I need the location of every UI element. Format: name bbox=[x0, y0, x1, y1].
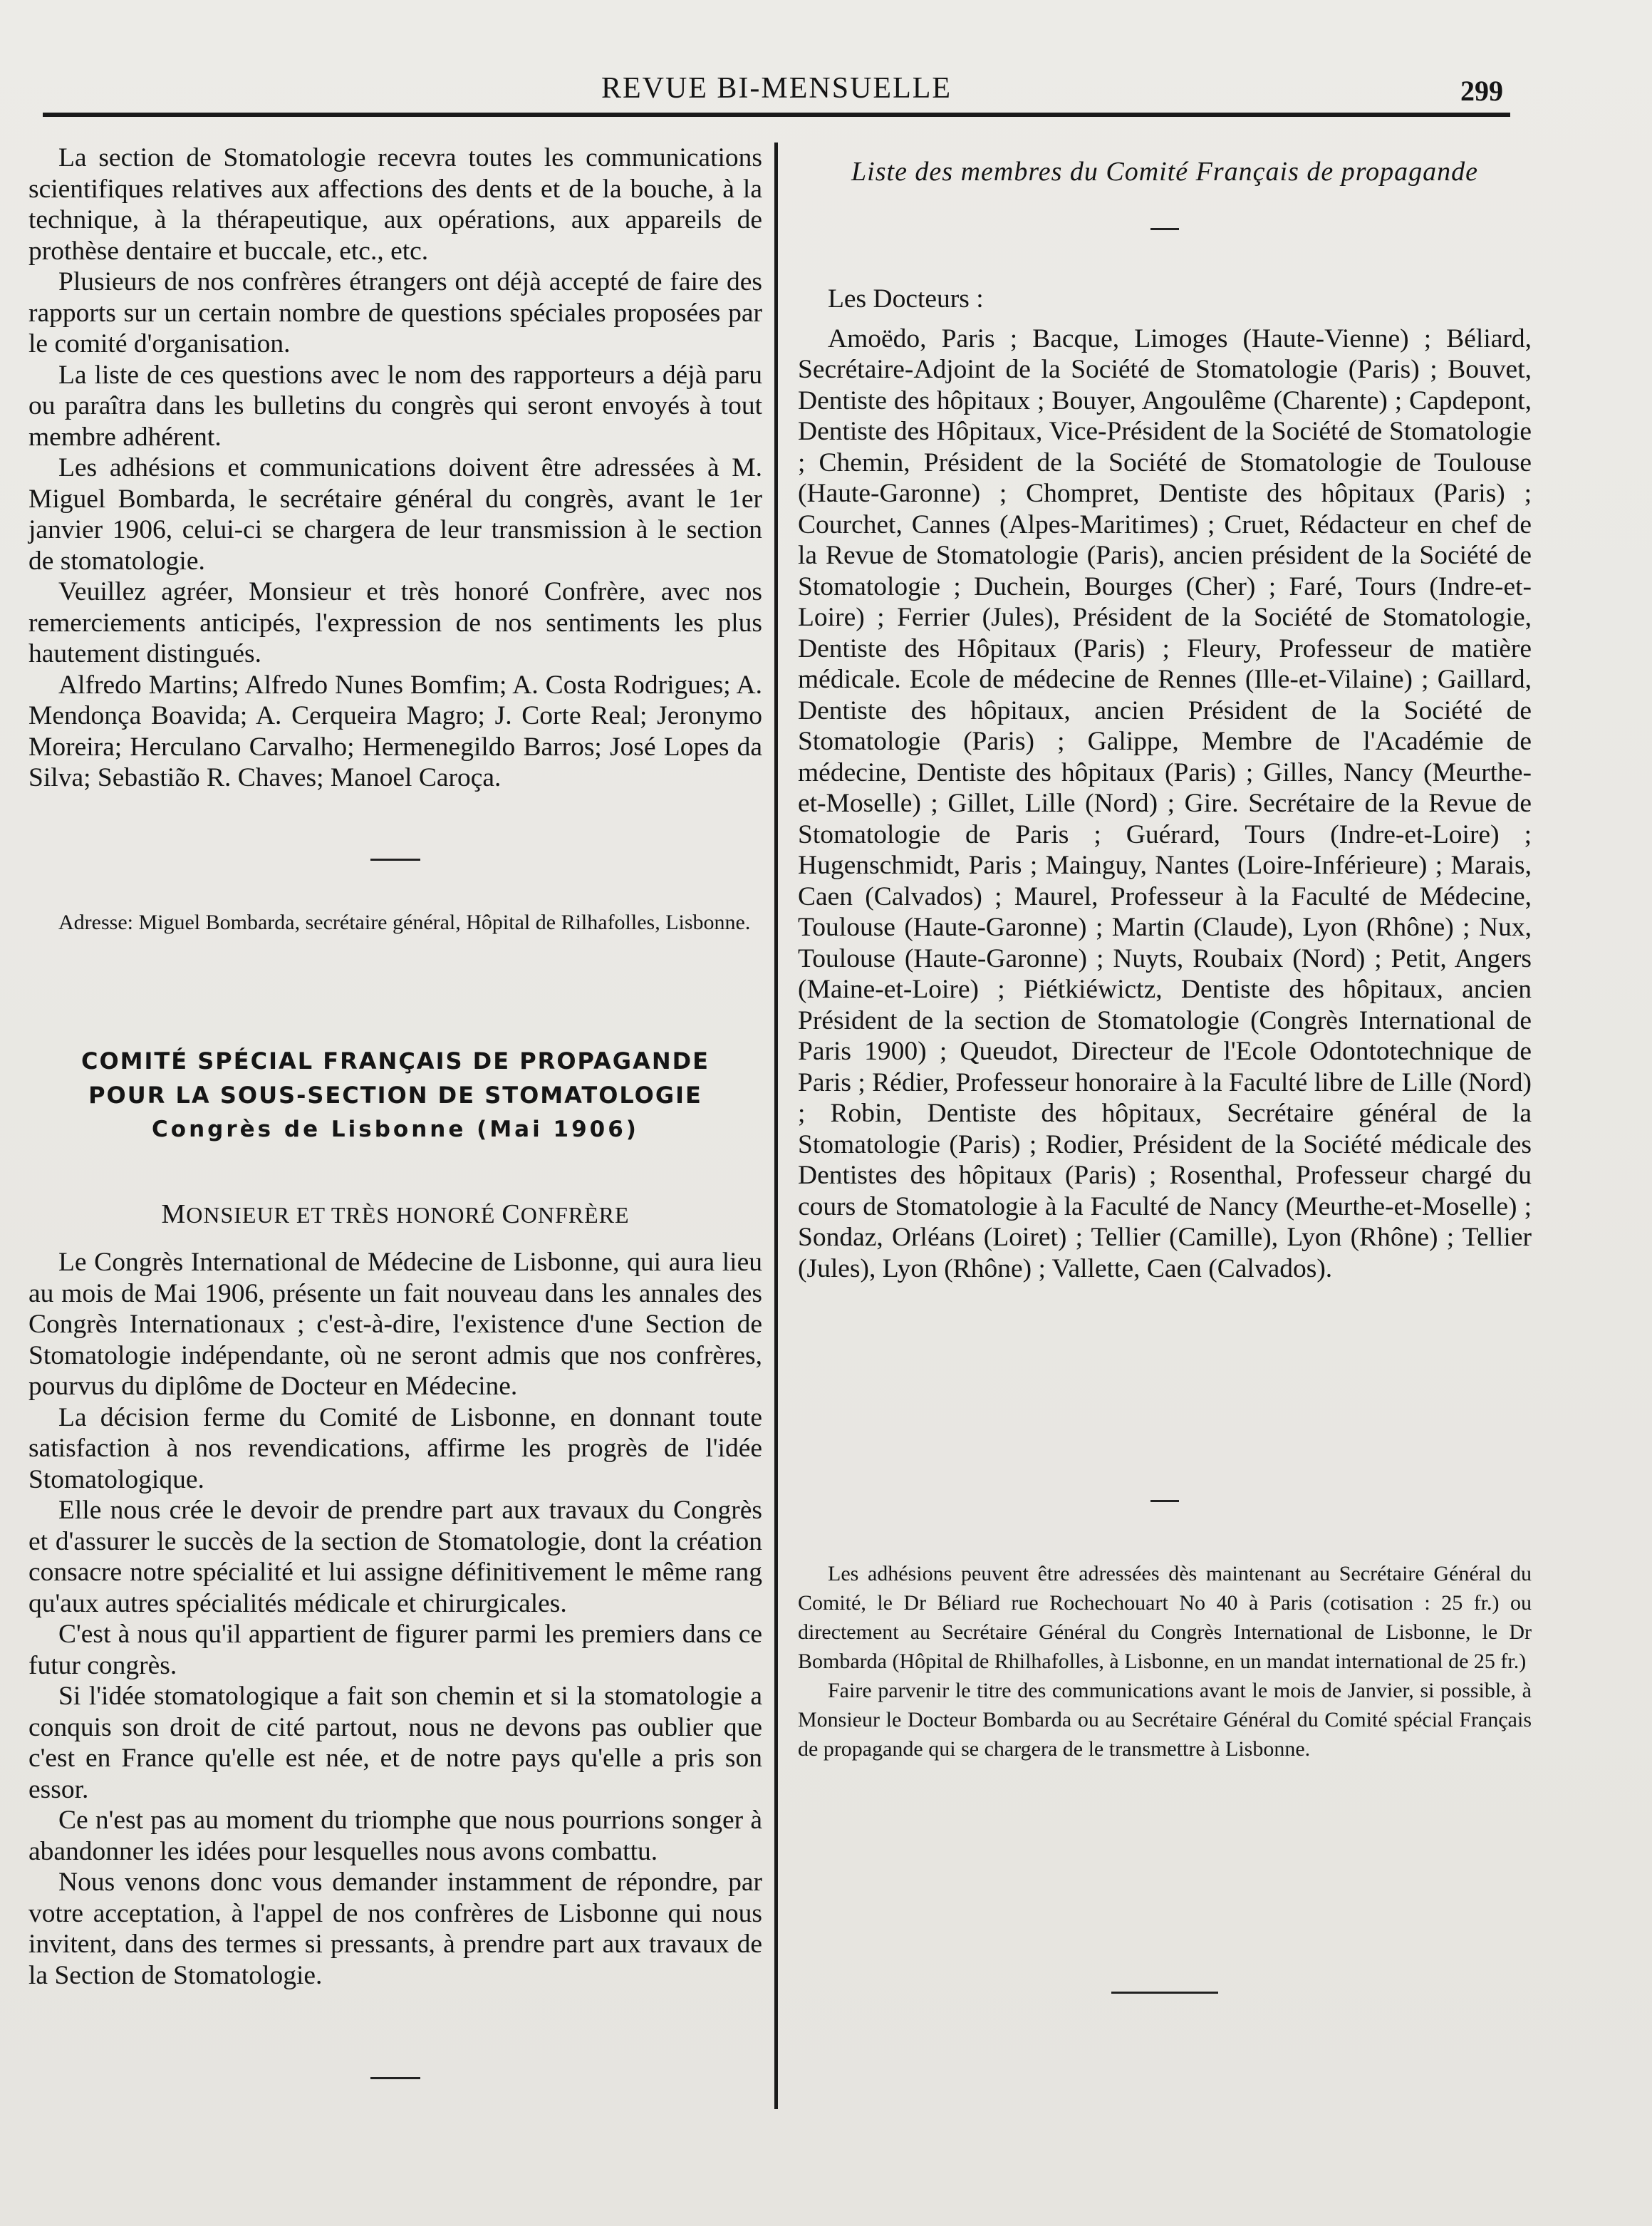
separator-dash bbox=[1150, 228, 1179, 230]
section-subtitle: Congrès de Lisbonne (Mai 1906) bbox=[152, 1117, 639, 1142]
left-column bbox=[28, 143, 762, 794]
paragraph: La section de Stomatologie recevra toutes les communications scientifiques relatives aux affections des dents et de la bouche, à la technique, à la thérapeutique, aux opérations, aux appareils de prothèse dentaire et buccale, etc., etc. bbox=[28, 143, 762, 266]
salutation-block bbox=[28, 1199, 762, 1231]
section-title-line-2: POUR LA SOUS-SECTION DE STOMATOLOGIE bbox=[88, 1082, 702, 1109]
letter-body bbox=[28, 1247, 762, 1991]
committee-section bbox=[28, 1044, 762, 1146]
letter-paragraph: C'est à nous qu'il appartient de figurer parmi les premiers dans ce futur congrès. bbox=[28, 1620, 762, 1680]
separator-dash bbox=[370, 2077, 420, 2079]
section-title-line-1: COMITÉ SPÉCIAL FRANÇAIS DE PROPAGANDE bbox=[80, 1047, 710, 1075]
notice-paragraph: Les adhésions peuvent être adressées dès maintenant au Secrétaire Général du Comité, le Dr Béliard rue Rochechouart No 40 à Paris (cotisation : 25 fr.) ou directement au Secrétaire Général du Congrès International de Lisbonne, le Dr Bombarda (Hôpital de Rhilhafolles, à Lisbonne, en un mandat international de 25 fr.) bbox=[798, 1562, 1532, 1673]
paragraph: Plusieurs de nos confrères étrangers ont déjà accepté de faire des rapports sur un certain nombre de questions spéciales proposées par le comité d'organisation. bbox=[28, 267, 762, 358]
letter-paragraph: La décision ferme du Comité de Lisbonne, en donnant toute satisfaction à nos revendications, affirme les progrès de l'idée Stomatologique. bbox=[28, 1402, 762, 1494]
separator-dash bbox=[370, 859, 420, 861]
member-list-title: Liste des membres du Comité Français de propagande bbox=[851, 157, 1478, 187]
letter-paragraph: Le Congrès International de Médecine de Lisbonne, qui aura lieu au mois de Mai 1906, présente un fait nouveau dans les annales des Congrès Internationaux ; c'est-à-dire, l'existence d'une Section de Stomatologie indépendante, où ne seront admis que nos confrères, pourvus du diplôme de Docteur en Médecine. bbox=[28, 1248, 762, 1401]
paragraph: Veuillez agréer, Monsieur et très honoré Confrère, avec nos remerciements anticipés, l'expression de nos sentiments les plus hautement distingués. bbox=[28, 577, 762, 668]
salutation-initial-m: M bbox=[161, 1199, 187, 1229]
member-names: Amoëdo, Paris ; Bacque, Limoges (Haute-Vienne) ; Béliard, Secrétaire-Adjoint de la Société de Stomatologie (Paris) ; Bouvet, Dentiste des hôpitaux ; Bouyer, Angoulême (Charente) ; Capdepont, Dentiste des Hôpitaux, Vice-Président de la Société de Stomatologie ; Chemin, Président de la Société de Stomatologie de Toulouse (Haute-Garonne) ; Chompret, Dentiste des hôpitaux (Paris) ; Courchet, Cannes (Alpes-Maritimes) ; Cruet, Rédacteur en chef de la Revue de Stomatologie (Paris), ancien président de la Société de Stomatologie ; Duchein, Bourges (Cher) ; Faré, Tours (Indre-et-Loire) ; Ferrier (Jules), Président de la Société de Stomatologie, Dentiste des Hôpitaux (Paris) ; Fleury, Professeur de matière médicale. Ecole de médecine de Rennes (Ille-et-Vilaine) ; Gaillard, Dentiste des hôpitaux, ancien Président de la Société de Stomatologie (Paris) ; Galippe, Membre de l'Académie de médecine, Dentiste des hôpitaux (Paris) ; Gilles, Nancy (Meurthe-et-Moselle) ; Gillet, Lille (Nord) ; Gire. Secrétaire de la Revue de Stomatologie de Paris ; Guérard, Tours (Indre-et-Loire) ; Hugenschmidt, Paris ; Mainguy, Nantes (Loire-Inférieure) ; Marais, Caen (Calvados) ; Maurel, Professeur à la Faculté de Médecine, Toulouse (Haute-Garonne) ; Martin (Claude), Lyon (Rhône) ; Nux, Toulouse (Haute-Garonne) ; Nuyts, Roubaix (Nord) ; Petit, Angers (Maine-et-Loire) ; Piétkiéwictz, Dentiste des hôpitaux, ancien Président de la section de Stomatologie (Congrès International de Paris 1900) ; Queudot, Directeur de l'Ecole Odontotechnique de Paris ; Rédier, Professeur honoraire à la Faculté libre de Lille (Nord) ; Robin, Dentiste des hôpitaux, Secrétaire général de la Stomatologie (Paris) ; Rodier, Président de la Société médicale des Dentistes des hôpitaux (Paris) ; Rosenthal, Professeur chargé du cours de Stomatologie à la Faculté de Nancy (Meurthe-et-Moselle) ; Sondaz, Orléans (Loiret) ; Tellier (Camille), Lyon (Rhône) ; Tellier (Jules), Lyon (Rhône) ; Vallette, Caen (Calvados). bbox=[798, 323, 1532, 1283]
salutation-initial-c: C bbox=[502, 1199, 521, 1229]
salutation-part-2: ONFRÈRE bbox=[520, 1202, 630, 1228]
left-dash-2 bbox=[28, 2077, 762, 2079]
page-number: 299 bbox=[1460, 75, 1503, 107]
paragraph: Les adhésions et communications doivent être adressées à M. Miguel Bombarda, le secrétaire général du congrès, avant le 1er janvier 1906, celui-ci se chargera de leur transmission à le section de stomatologie. bbox=[28, 453, 762, 576]
salutation bbox=[28, 1199, 762, 1231]
paragraph: La liste de ces questions avec le nom des rapporteurs a déjà paru ou paraîtra dans les bulletins du congrès qui seront envoyés à tout membre adhérent. bbox=[28, 360, 762, 452]
letter-paragraph: Elle nous crée le devoir de prendre part aux travaux du Congrès et d'assurer le succès de la section de Stomatologie, dont la création consacre notre spécialité et lui assigne définitivement le même rang qu'aux autres spécialités médicale et chirurgicales. bbox=[28, 1496, 762, 1618]
salutation-part-1: ONSIEUR ET TRÈS HONORÉ bbox=[186, 1202, 502, 1228]
address-block bbox=[28, 908, 762, 936]
page-header bbox=[43, 71, 1510, 114]
member-list bbox=[798, 284, 1532, 1284]
running-title: REVUE BI-MENSUELLE bbox=[601, 72, 952, 105]
letter-paragraph: Ce n'est pas au moment du triomphe que nous pourrions songer à abandonner les idées pour lesquelles nous avons combattu. bbox=[28, 1806, 762, 1866]
notice-block bbox=[798, 1559, 1532, 1764]
column-divider bbox=[774, 143, 778, 2109]
right-column-title bbox=[798, 157, 1532, 188]
letter-paragraph: Si l'idée stomatologique a fait son chemin et si la stomatologie a conquis son droit de cité partout, nous ne devons pas oublier que c'est en France qu'elle est née, et de notre pays qu'elle a pris son essor. bbox=[28, 1682, 762, 1804]
right-dash-3 bbox=[798, 1992, 1532, 1994]
signatories: Alfredo Martins; Alfredo Nunes Bomfim; A. Costa Rodrigues; A. Mendonça Boavida; A. Cerqueira Magro; J. Corte Real; Jeronymo Moreira; Herculano Carvalho; Hermenegildo Barros; José Lopes da Silva; Sebastião R. Chaves; Manoel Caroça. bbox=[28, 670, 762, 792]
doctors-label: Les Docteurs : bbox=[828, 284, 984, 314]
letter-paragraph: Nous venons donc vous demander instamment de répondre, par votre acceptation, à l'appel de nos confrères de Lisbonne qui nous invitent, dans des termes si pressants, à prendre part aux travaux de la Section de Stomatologie. bbox=[28, 1868, 762, 1990]
header-rule bbox=[43, 113, 1510, 117]
notice-paragraph: Faire parvenir le titre des communications avant le mois de Janvier, si possible, à Monsieur le Docteur Bombarda ou au Secrétaire Général du Comité spécial Français de propagande qui se chargera de le transmettre à Lisbonne. bbox=[798, 1679, 1532, 1761]
separator-dash bbox=[1111, 1992, 1218, 1994]
left-dash-1 bbox=[28, 859, 762, 861]
right-dash-1 bbox=[798, 228, 1532, 230]
address-note: Adresse: Miguel Bombarda, secrétaire général, Hôpital de Rilhafolles, Lisbonne. bbox=[58, 911, 751, 934]
right-dash-2 bbox=[798, 1500, 1532, 1502]
separator-dash bbox=[1150, 1500, 1179, 1502]
